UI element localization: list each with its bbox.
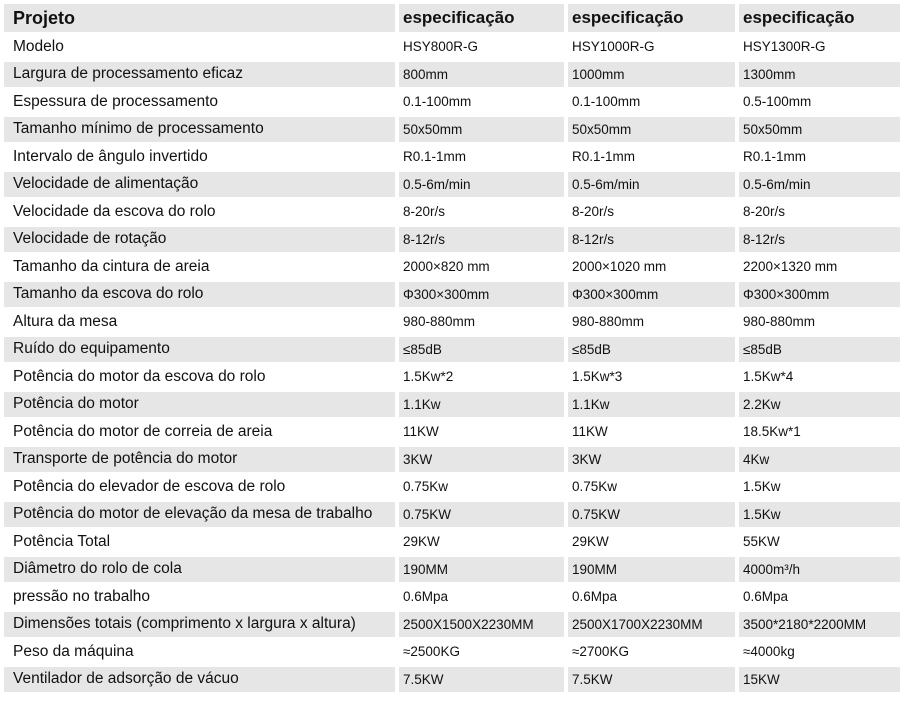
row-value-model-2: 0.75Kw [568,474,735,500]
row-label: Tamanho mínimo de processamento [4,117,395,143]
row-value-model-3: HSY1300R-G [739,34,900,60]
row-value-model-2: ≤85dB [568,337,735,363]
row-value-model-2: 8-20r/s [568,199,735,225]
row-label: Potência do motor de elevação da mesa de trabalho [4,502,395,528]
row-value-model-1: ≈2500KG [399,639,564,665]
table-row [4,447,898,475]
row-value-model-1: 800mm [399,62,564,88]
row-value-model-1: 1.5Kw*2 [399,364,564,390]
row-label: Transporte de potência do motor [4,447,395,473]
row-value-model-3: 1.5Kw [739,502,900,528]
table-header-row [4,4,898,34]
row-value-model-3: 8-20r/s [739,199,900,225]
row-value-model-1: 980-880mm [399,309,564,335]
row-value-model-3: 1.5Kw*4 [739,364,900,390]
row-label: Velocidade da escova do rolo [4,199,395,225]
row-label: Espessura de processamento [4,89,395,115]
row-value-model-2: R0.1-1mm [568,144,735,170]
table-row [4,117,898,145]
row-value-model-3: 4000m³/h [739,557,900,583]
table-row [4,557,898,585]
row-value-model-3: 3500*2180*2200MM [739,612,900,638]
spec-table [4,4,898,694]
row-value-model-1: ≤85dB [399,337,564,363]
row-value-model-3: 0.5-100mm [739,89,900,115]
row-label: Altura da mesa [4,309,395,335]
row-value-model-2: 190MM [568,557,735,583]
row-value-model-1: 8-12r/s [399,227,564,253]
row-value-model-2: 8-12r/s [568,227,735,253]
row-label: Ruído do equipamento [4,337,395,363]
row-value-model-3: 15KW [739,667,900,693]
row-label: pressão no trabalho [4,584,395,610]
table-row [4,172,898,200]
row-label: Largura de processamento eficaz [4,62,395,88]
header-spec-3: especificação [739,4,900,32]
row-label: Potência do motor da escova do rolo [4,364,395,390]
row-label: Potência do motor [4,392,395,418]
header-spec-2: especificação [568,4,735,32]
row-value-model-2: 1.1Kw [568,392,735,418]
row-label: Potência Total [4,529,395,555]
row-value-model-1: 7.5KW [399,667,564,693]
row-value-model-1: 0.75KW [399,502,564,528]
row-value-model-1: Φ300×300mm [399,282,564,308]
row-value-model-1: HSY800R-G [399,34,564,60]
table-row [4,282,898,310]
row-value-model-2: Φ300×300mm [568,282,735,308]
row-value-model-3: 1300mm [739,62,900,88]
table-row [4,89,898,117]
table-row [4,392,898,420]
row-value-model-1: 190MM [399,557,564,583]
table-row [4,254,898,282]
row-value-model-1: 0.6Mpa [399,584,564,610]
row-value-model-1: 0.75Kw [399,474,564,500]
row-value-model-2: HSY1000R-G [568,34,735,60]
row-value-model-1: 11KW [399,419,564,445]
header-spec-1: especificação [399,4,564,32]
table-row [4,309,898,337]
row-value-model-3: R0.1-1mm [739,144,900,170]
row-value-model-2: 1.5Kw*3 [568,364,735,390]
row-value-model-2: 2000×1020 mm [568,254,735,280]
table-row [4,227,898,255]
row-value-model-1: 2500X1500X2230MM [399,612,564,638]
table-row [4,612,898,640]
row-value-model-2: 0.1-100mm [568,89,735,115]
row-value-model-2: 29KW [568,529,735,555]
row-label: Intervalo de ângulo invertido [4,144,395,170]
row-value-model-2: ≈2700KG [568,639,735,665]
table-row [4,62,898,90]
row-value-model-2: 980-880mm [568,309,735,335]
table-row [4,419,898,447]
row-label: Modelo [4,34,395,60]
row-value-model-2: 0.6Mpa [568,584,735,610]
row-value-model-2: 0.5-6m/min [568,172,735,198]
table-row [4,529,898,557]
row-label: Potência do motor de correia de areia [4,419,395,445]
row-value-model-3: ≤85dB [739,337,900,363]
row-value-model-1: 0.1-100mm [399,89,564,115]
row-value-model-2: 7.5KW [568,667,735,693]
row-value-model-1: 2000×820 mm [399,254,564,280]
table-row [4,639,898,667]
row-value-model-3: 2.2Kw [739,392,900,418]
row-value-model-3: 8-12r/s [739,227,900,253]
row-label: Ventilador de adsorção de vácuo [4,667,395,693]
row-value-model-1: 8-20r/s [399,199,564,225]
table-row [4,364,898,392]
row-value-model-2: 2500X1700X2230MM [568,612,735,638]
row-value-model-1: 29KW [399,529,564,555]
table-row [4,474,898,502]
row-label: Diâmetro do rolo de cola [4,557,395,583]
row-value-model-2: 50x50mm [568,117,735,143]
row-value-model-3: 55KW [739,529,900,555]
row-value-model-1: 0.5-6m/min [399,172,564,198]
row-label: Dimensões totais (comprimento x largura x altura) [4,612,395,638]
row-label: Tamanho da escova do rolo [4,282,395,308]
table-row [4,144,898,172]
row-value-model-1: R0.1-1mm [399,144,564,170]
row-label: Velocidade de alimentação [4,172,395,198]
table-row [4,34,898,62]
row-value-model-3: 0.6Mpa [739,584,900,610]
row-value-model-3: Φ300×300mm [739,282,900,308]
row-label: Velocidade de rotação [4,227,395,253]
table-row [4,667,898,695]
row-value-model-2: 11KW [568,419,735,445]
row-value-model-1: 1.1Kw [399,392,564,418]
row-value-model-2: 3KW [568,447,735,473]
row-value-model-3: 1.5Kw [739,474,900,500]
table-row [4,337,898,365]
row-value-model-3: 4Kw [739,447,900,473]
row-value-model-3: 2200×1320 mm [739,254,900,280]
table-row [4,584,898,612]
row-value-model-3: 18.5Kw*1 [739,419,900,445]
row-value-model-1: 3KW [399,447,564,473]
row-value-model-3: 0.5-6m/min [739,172,900,198]
row-value-model-1: 50x50mm [399,117,564,143]
row-label: Tamanho da cintura de areia [4,254,395,280]
row-value-model-2: 0.75KW [568,502,735,528]
row-value-model-3: 980-880mm [739,309,900,335]
table-row [4,199,898,227]
table-row [4,502,898,530]
row-value-model-3: ≈4000kg [739,639,900,665]
row-label: Peso da máquina [4,639,395,665]
row-label: Potência do elevador de escova de rolo [4,474,395,500]
header-project: Projeto [4,4,395,32]
row-value-model-2: 1000mm [568,62,735,88]
row-value-model-3: 50x50mm [739,117,900,143]
